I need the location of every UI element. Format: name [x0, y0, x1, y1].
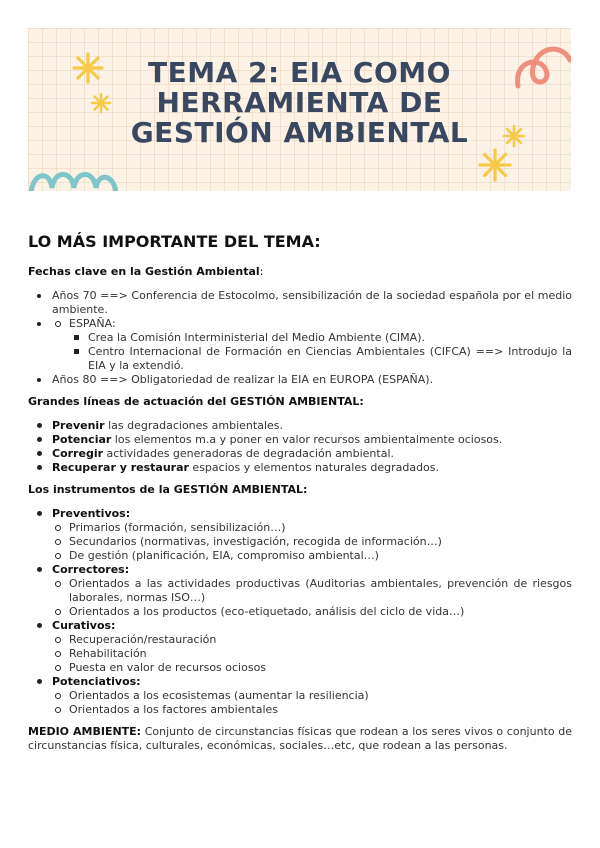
list-item: Secundarios (normativas, investigación, recogida de información…): [52, 535, 572, 549]
list-item-keyword: Potenciar: [52, 433, 112, 446]
list-item: Años 70 ==> Conferencia de Estocolmo, sensibilización de la sociedad española por el medio ambiente.: [28, 289, 572, 317]
definition-term: MEDIO AMBIENTE:: [28, 725, 142, 738]
list-item-keyword: Corregir: [52, 447, 104, 460]
list-item-keyword: Prevenir: [52, 419, 105, 432]
section-title-instrumentos: Los instrumentos de la GESTIÓN AMBIENTAL:: [28, 483, 308, 496]
definition-paragraph: [28, 725, 572, 753]
list-item: Orientados a las actividades productivas (Auditorias ambientales, prevención de riesgos laborales, normas ISO…): [52, 577, 572, 605]
title-line: TEMA 2: EIA COMO: [148, 56, 451, 89]
list-item: [28, 419, 572, 433]
list-item: Años 80 ==> Obligatoriedad de realizar la EIA en EUROPA (ESPAÑA).: [28, 373, 572, 387]
teal-squiggle-icon: [28, 162, 118, 191]
list-item: Orientados a los ecosistemas (aumentar la resiliencia): [52, 689, 572, 703]
title-line: GESTIÓN AMBIENTAL: [130, 116, 469, 149]
group-label: Correctores:: [52, 563, 130, 576]
group-label: Curativos:: [52, 619, 116, 632]
list-item: Orientados a los productos (eco-etiquetado, análisis del ciclo de vida…): [52, 605, 572, 619]
list-item: Rehabilitación: [52, 647, 572, 661]
list-item: Primarios (formación, sensibilización…): [52, 521, 572, 535]
fechas-list: [28, 289, 572, 387]
list-item: Orientados a los factores ambientales: [52, 703, 572, 717]
list-item: Recuperación/restauración: [52, 633, 572, 647]
lineas-list: [28, 419, 572, 475]
list-item: [28, 461, 572, 475]
section-title-fechas: [28, 265, 572, 279]
list-item: De gestión (planificación, EIA, compromiso ambiental…): [52, 549, 572, 563]
list-item-keyword: Recuperar y restaurar: [52, 461, 189, 474]
definition-text: Conjunto de circunstancias físicas que rodean a los seres vivos o conjunto de circunstancias física, culturales, económicas, sociales…etc, que rodean a las personas.: [28, 725, 572, 752]
document-body: [28, 232, 572, 753]
list-item-text: ESPAÑA:: [69, 317, 116, 330]
list-item-text: los elementos m.a y poner en valor recursos ambientalmente ociosos.: [111, 433, 503, 446]
group-label: Potenciativos:: [52, 675, 141, 688]
list-item: [28, 675, 572, 717]
section-title-text: Fechas clave en la Gestión Ambiental: [28, 265, 260, 278]
list-item-text: espacios y elementos naturales degradados.: [188, 461, 440, 474]
instrumentos-list: [28, 507, 572, 717]
list-item: Centro Internacional de Formación en Ciencias Ambientales (CIFCA) ==> Introdujo la EIA y la extendió.: [69, 345, 572, 373]
section-title-colon: :: [259, 265, 264, 278]
title-banner: [28, 28, 571, 191]
list-item: [52, 317, 572, 373]
list-item: [28, 447, 572, 461]
section-title-lineas: Grandes líneas de actuación del GESTIÓN AMBIENTAL:: [28, 395, 364, 408]
page-title: [88, 58, 511, 148]
pink-squiggle-icon: [512, 30, 571, 100]
group-label: Preventivos:: [52, 507, 131, 520]
title-line: HERRAMIENTA DE: [156, 86, 443, 119]
list-item: Crea la Comisión Interministerial del Medio Ambiente (CIMA).: [69, 331, 572, 345]
list-item: [28, 563, 572, 619]
list-item-text: actividades generadoras de degradación ambiental.: [103, 447, 394, 460]
list-item: [28, 317, 572, 373]
list-item: [28, 507, 572, 563]
list-item: [28, 619, 572, 675]
list-item: Puesta en valor de recursos ociosos: [52, 661, 572, 675]
star-icon: [478, 148, 512, 182]
main-heading: LO MÁS IMPORTANTE DEL TEMA:: [28, 232, 321, 251]
list-item: [28, 433, 572, 447]
list-item-text: las degradaciones ambientales.: [104, 419, 283, 432]
